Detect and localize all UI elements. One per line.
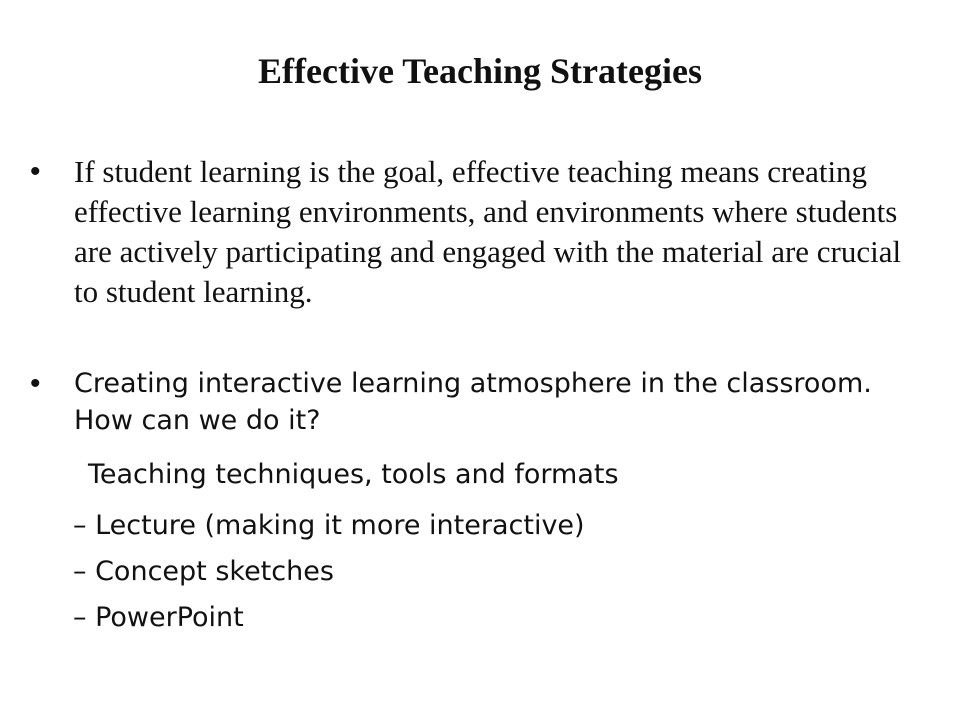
sub-item-powerpoint: – PowerPoint [73,602,244,633]
bullet-text: Creating interactive learning atmosphere in the classroom. How can we do it? [74,368,872,436]
bullet-text: If student learning is the goal, effective teaching means creating effective learning environments, and environments where students are actively participating and engaged with the material are crucial to student learning. [74,154,902,309]
bullet-item-student-learning [30,152,904,312]
sub-item-lecture: – Lecture (making it more interactive) [73,510,585,541]
subheading-teaching-techniques: Teaching techniques, tools and formats [88,459,619,490]
bullet-marker: • [30,155,41,188]
bullet-marker: • [30,367,41,400]
slide-title: Effective Teaching Strategies [258,51,702,91]
bullet-item-interactive-atmosphere [30,365,904,439]
sub-item-concept-sketches: – Concept sketches [73,556,334,587]
